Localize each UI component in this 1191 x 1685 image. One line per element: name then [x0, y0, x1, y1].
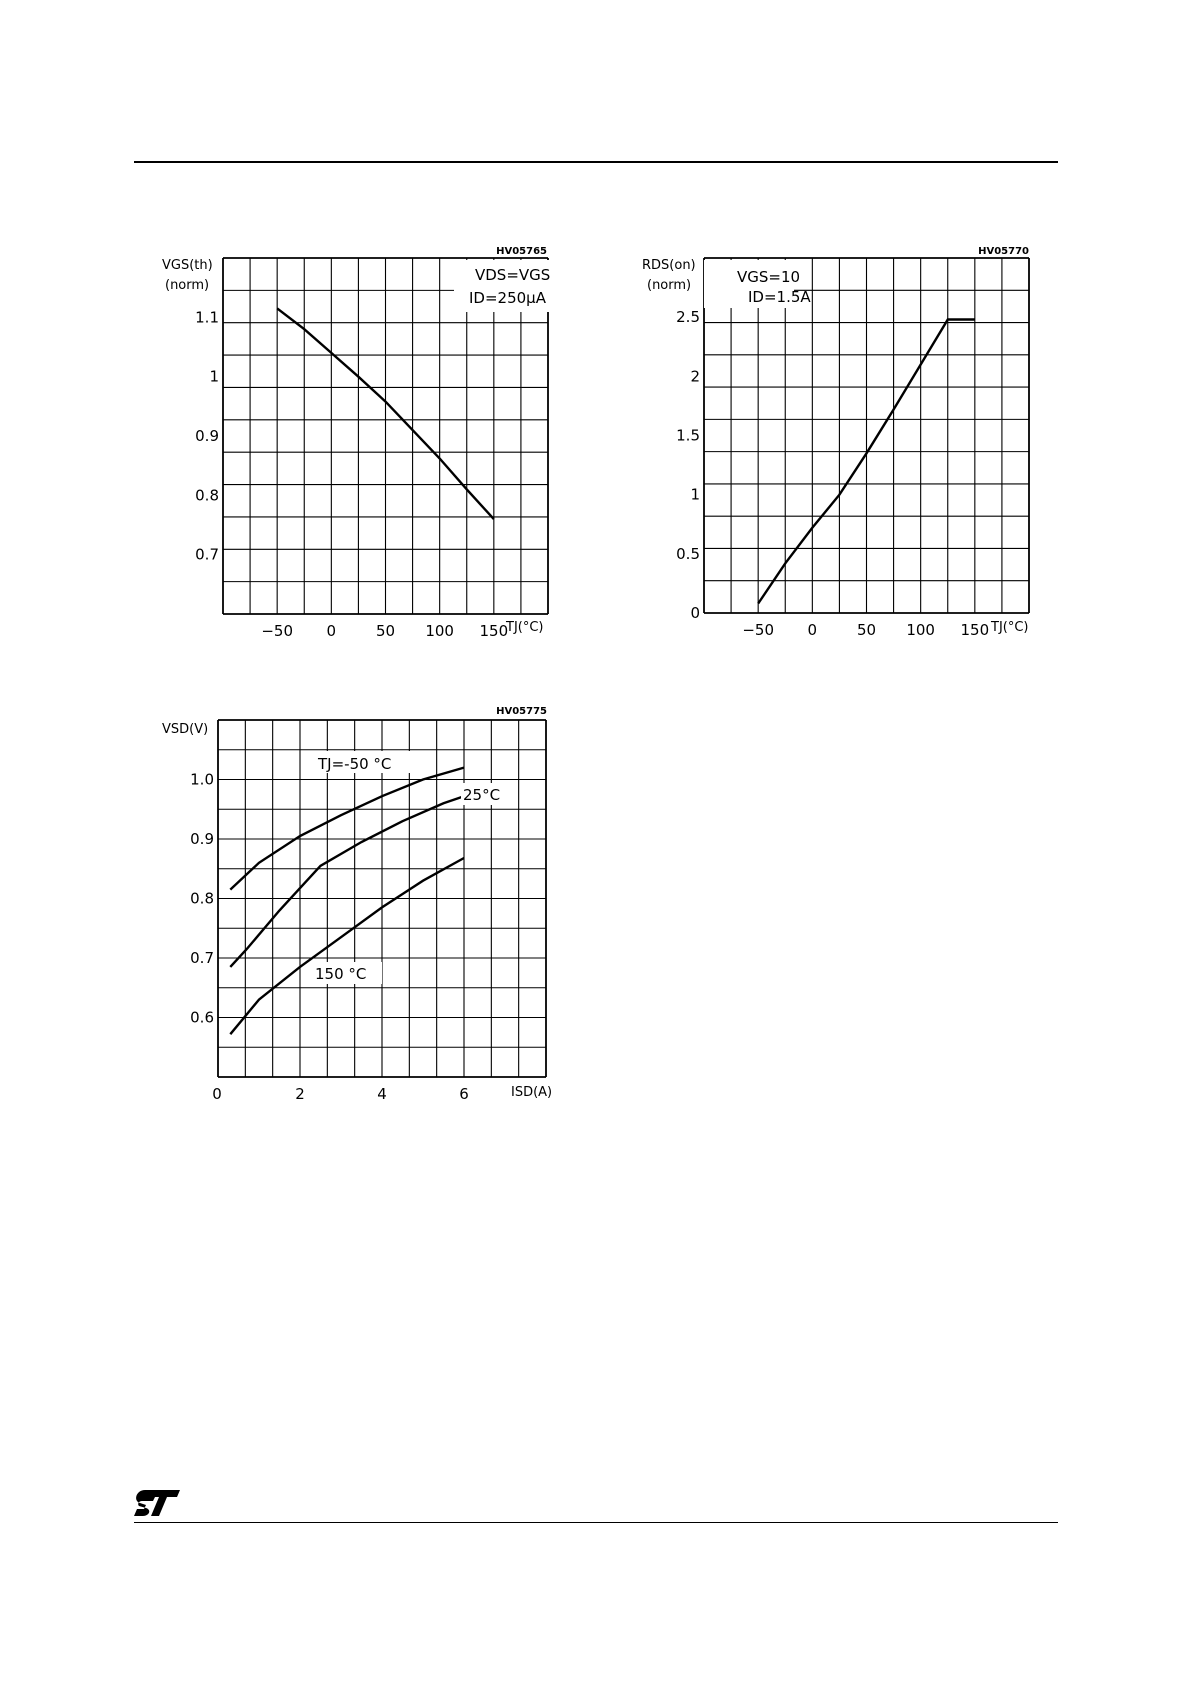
series-25-line — [230, 796, 464, 967]
y-tick-labels — [676, 308, 700, 622]
series-label-150: 150 °C — [315, 965, 367, 983]
vgs-threshold-chart — [150, 240, 560, 650]
y-tick-label: 0.9 — [190, 830, 214, 848]
condition-vgs: VGS=10 — [737, 268, 801, 286]
y-axis-label: VSD(V) — [162, 722, 209, 737]
condition-id: ID=250μA — [469, 289, 546, 307]
y-tick-label: 0.9 — [195, 427, 219, 445]
y-axis-label-sub: (norm) — [165, 278, 210, 293]
y-tick-label: 0.7 — [195, 545, 219, 564]
y-tick-label: 1 — [209, 367, 219, 386]
x-tick-labels — [212, 1085, 469, 1103]
x-axis-label: TJ(°C) — [506, 620, 544, 635]
series-minus50-line — [230, 768, 464, 890]
x-tick-label: 4 — [377, 1085, 387, 1103]
x-tick-labels — [742, 621, 989, 639]
st-logo — [133, 1488, 181, 1518]
y-tick-label: 0.5 — [676, 544, 700, 563]
x-tick-label: 50 — [375, 622, 396, 640]
grid — [218, 720, 546, 1077]
y-tick-label: 1.0 — [190, 770, 214, 789]
y-tick-label: 2.5 — [676, 308, 700, 327]
y-axis-label: RDS(on) — [642, 258, 696, 273]
y-tick-label: 1 — [690, 485, 700, 504]
x-tick-label: 50 — [856, 621, 877, 639]
series-label-25: 25°C — [463, 786, 501, 804]
y-tick-labels — [195, 308, 219, 563]
footer-rule — [134, 1522, 1058, 1523]
series-150-line — [230, 858, 464, 1034]
y-tick-label: 1.1 — [195, 308, 219, 327]
y-tick-label: 1.5 — [676, 426, 700, 445]
x-axis-label: ISD(A) — [511, 1085, 553, 1100]
y-axis-label-sub: (norm) — [647, 278, 692, 293]
figure-code: HV05765 — [496, 246, 547, 257]
header-rule — [134, 161, 1058, 163]
source-drain-chart — [150, 700, 560, 1110]
condition-vds: VDS=VGS — [475, 266, 551, 284]
series-label-minus50: TJ=-50 °C — [318, 755, 392, 773]
x-tick-label: 2 — [295, 1085, 305, 1103]
x-tick-label: 6 — [459, 1085, 469, 1103]
x-tick-label: −50 — [742, 621, 774, 639]
x-tick-label: 0 — [326, 622, 337, 640]
x-tick-label: 100 — [906, 621, 935, 639]
y-tick-labels — [190, 771, 214, 1027]
y-tick-label: 0.6 — [190, 1008, 214, 1027]
y-tick-label: 0.7 — [190, 949, 214, 967]
figure-code: HV05775 — [496, 706, 547, 717]
y-axis-label: VGS(th) — [162, 258, 213, 273]
x-tick-labels — [261, 622, 508, 640]
x-tick-label: 150 — [479, 622, 509, 640]
x-tick-label: −50 — [261, 622, 293, 640]
x-tick-label: 0 — [807, 621, 818, 639]
y-tick-label: 0.8 — [195, 486, 219, 505]
grid — [704, 258, 1029, 613]
rds-on-chart — [634, 240, 1044, 650]
y-tick-label: 0.8 — [190, 889, 214, 908]
x-tick-label: 0 — [212, 1085, 222, 1103]
condition-id: ID=1.5A — [748, 288, 811, 306]
x-tick-label: 150 — [960, 621, 990, 639]
figure-code: HV05770 — [978, 246, 1029, 257]
y-tick-label: 2 — [690, 367, 700, 386]
x-axis-label: TJ(°C) — [991, 620, 1029, 635]
x-tick-label: 100 — [425, 622, 454, 640]
y-tick-label: 0 — [690, 604, 700, 622]
